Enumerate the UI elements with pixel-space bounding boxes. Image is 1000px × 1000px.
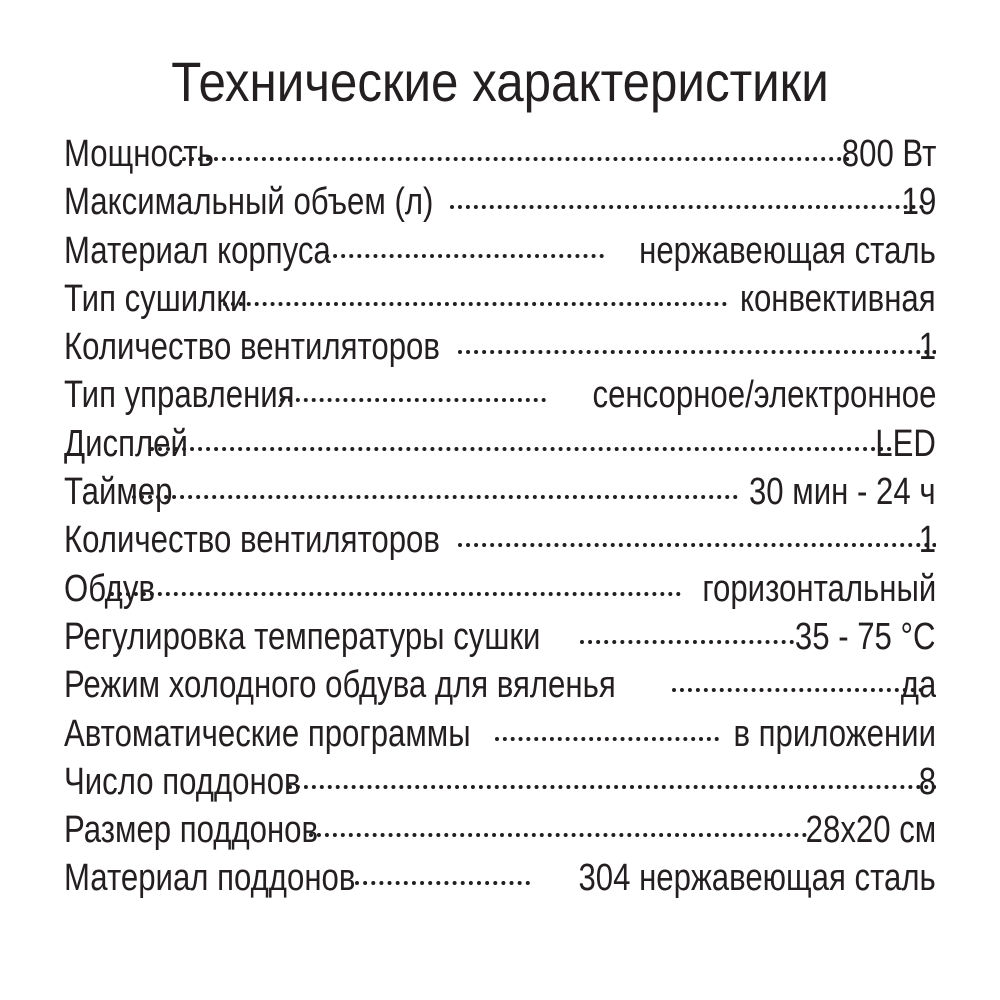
spec-value: 30 мин - 24 ч	[749, 471, 936, 514]
dot-leader	[495, 737, 719, 741]
spec-label: Количество вентиляторов	[64, 326, 440, 369]
dot-leader	[450, 205, 924, 209]
spec-label: Размер поддонов	[64, 809, 319, 852]
spec-value: 28x20 см	[805, 809, 936, 852]
spec-row-tray-size	[64, 806, 936, 854]
spec-value: конвективная	[740, 277, 936, 320]
dot-leader	[355, 881, 530, 885]
spec-row-dryer-type	[64, 275, 936, 323]
page-title: Технические характеристики	[171, 50, 829, 113]
spec-label: Мощность	[64, 133, 214, 175]
spec-label: Регулировка температуры сушки	[64, 615, 541, 658]
spec-label: Количество вентиляторов	[64, 519, 440, 562]
spec-value: 8	[918, 760, 936, 803]
spec-row-timer	[64, 468, 936, 516]
dot-leader	[325, 254, 604, 258]
spec-row-body-material	[64, 227, 936, 275]
spec-label: Автоматические программы	[64, 712, 471, 755]
spec-value: 800 Вт	[841, 133, 936, 175]
spec-label: Дисплей	[64, 422, 188, 465]
spec-value: 304 нержавеющая сталь	[578, 857, 936, 900]
spec-label: Тип сушилки	[64, 277, 248, 320]
dot-leader	[458, 543, 936, 547]
dot-leader	[309, 833, 807, 837]
spec-value: 1	[918, 519, 936, 562]
spec-row-tray-count	[64, 758, 936, 806]
dot-leader	[458, 350, 936, 354]
spec-row-fan-count-repeat	[64, 516, 936, 564]
spec-value: да	[900, 664, 936, 707]
spec-label: Обдув	[64, 567, 156, 610]
dot-leader	[580, 640, 794, 644]
spec-row-control-type	[64, 371, 936, 419]
dot-leader	[110, 592, 680, 596]
spec-value: 1	[918, 326, 936, 369]
dot-leader	[223, 302, 727, 306]
dot-leader	[150, 447, 892, 451]
spec-row-cold-airflow-mode	[64, 661, 936, 709]
dot-leader	[132, 495, 739, 499]
spec-value: 35 - 75 °С	[795, 615, 936, 658]
spec-value: горизонтальный	[702, 567, 936, 610]
spec-value: 19	[901, 181, 936, 224]
spec-list	[64, 130, 936, 903]
dot-leader	[280, 398, 546, 402]
spec-label: Число поддонов	[64, 760, 301, 803]
spec-label: Тип управления	[64, 374, 295, 417]
spec-row-tray-material	[64, 854, 936, 902]
dot-leader	[288, 785, 936, 789]
spec-value: LED	[875, 422, 936, 465]
spec-label: Материал корпуса	[64, 229, 331, 272]
spec-row-display	[64, 420, 936, 468]
dot-leader	[182, 157, 850, 161]
spec-value: в приложении	[733, 712, 936, 755]
spec-label: Таймер	[64, 471, 173, 514]
spec-label: Режим холодного обдува для вяленья	[64, 664, 616, 707]
dot-leader	[672, 688, 923, 692]
spec-row-max-volume	[64, 178, 936, 226]
spec-value: нержавеющая сталь	[639, 229, 936, 272]
spec-row-auto-programs	[64, 710, 936, 758]
spec-row-temperature-range	[64, 613, 936, 661]
spec-value: сенсорное/электронное	[592, 374, 936, 417]
spec-row-power	[64, 130, 936, 178]
spec-label: Материал поддонов	[64, 857, 356, 900]
spec-label: Максимальный объем (л)	[64, 181, 434, 224]
spec-row-airflow	[64, 565, 936, 613]
spec-row-fan-count	[64, 323, 936, 371]
